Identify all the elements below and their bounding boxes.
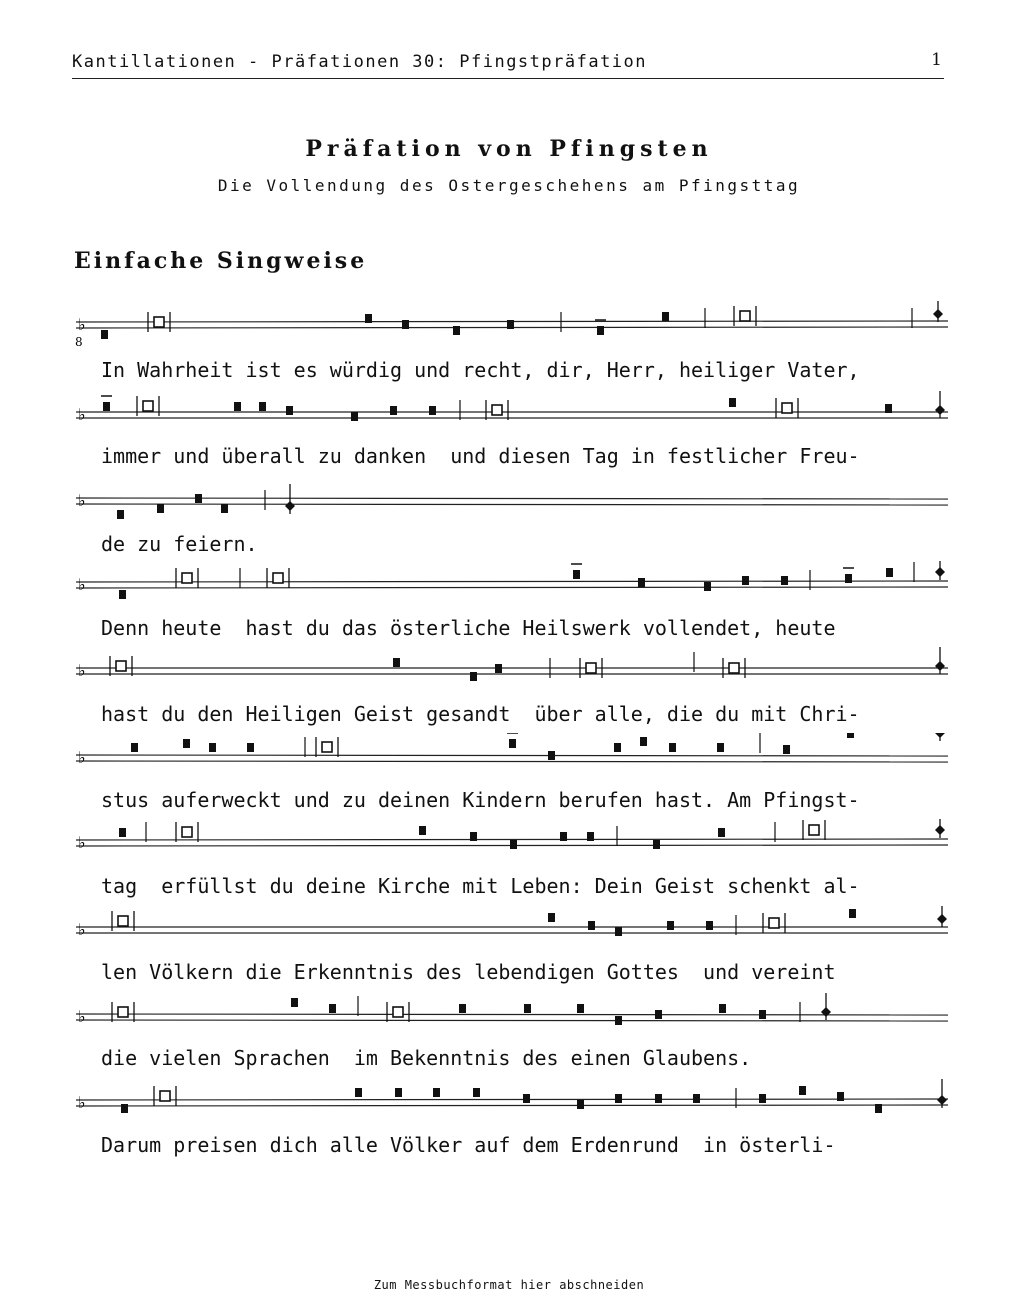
chant-note [286, 406, 293, 415]
chant-note [103, 402, 110, 411]
chant-note [615, 1016, 622, 1025]
chant-note [587, 832, 594, 841]
final-note [935, 405, 945, 415]
chant-note [704, 582, 711, 591]
chant-note [577, 1004, 584, 1013]
final-note [937, 1095, 947, 1105]
lyric-line: Denn heute hast du das österliche Heilswerk vollendet, heute [101, 616, 836, 640]
chant-note [119, 590, 126, 599]
reciting-note [143, 401, 153, 411]
staff-rule [76, 1020, 948, 1021]
reciting-note [769, 918, 779, 928]
chant-note [653, 840, 660, 849]
final-note [933, 309, 943, 319]
chant-note [433, 1088, 440, 1097]
chant-note [473, 1088, 480, 1097]
flat-icon: ♭ [78, 405, 86, 424]
staff-graphic [0, 390, 1018, 440]
chant-note [655, 1094, 662, 1103]
chant-note [247, 743, 254, 752]
reciting-note [273, 573, 283, 583]
staff-line [0, 818, 1018, 868]
chant-note [669, 743, 676, 752]
staff-rule [76, 1105, 948, 1106]
chant-note [495, 664, 502, 673]
final-note [285, 501, 295, 511]
chant-note [524, 1004, 531, 1013]
chant-note [183, 739, 190, 748]
chant-note [759, 1010, 766, 1019]
chant-note [291, 998, 298, 1007]
chant-note [886, 568, 893, 577]
lyric-line: Darum preisen dich alle Völker auf dem Erdenrund in österli- [101, 1133, 836, 1157]
lyric-line: len Völkern die Erkenntnis des lebendigen Gottes und vereint [101, 960, 836, 984]
chant-note [588, 921, 595, 930]
chant-note [718, 828, 725, 837]
chant-note [560, 832, 567, 841]
lyric-line: stus auferweckt und zu deinen Kindern berufen hast. Am Pfingst- [101, 788, 860, 812]
chant-note [706, 921, 713, 930]
document-subtitle: Die Vollendung des Ostergeschehens am Pfingsttag [217, 176, 801, 195]
chant-note [577, 1100, 584, 1109]
chant-note [742, 576, 749, 585]
chant-note [419, 826, 426, 835]
chant-note [614, 743, 621, 752]
staff-rule [76, 839, 948, 840]
staff-rule [76, 1099, 948, 1100]
staff-rule [76, 761, 948, 762]
reciting-note [492, 405, 502, 415]
chant-note [157, 504, 164, 513]
staff-line [0, 390, 1018, 440]
chant-note [209, 743, 216, 752]
chant-note [259, 402, 266, 411]
chant-note [509, 739, 516, 748]
flat-icon: ♭ [78, 315, 86, 334]
final-note [935, 661, 945, 671]
page-number: 1 [931, 50, 942, 70]
reciting-note [118, 916, 128, 926]
page-header [72, 50, 944, 79]
staff-graphic [0, 905, 1018, 955]
chant-note [402, 320, 409, 329]
final-note [935, 567, 945, 577]
flat-icon: ♭ [78, 661, 86, 680]
staff-line [0, 1078, 1018, 1128]
chant-note [783, 745, 790, 754]
staff-graphic [0, 733, 1018, 783]
chant-note [523, 1094, 530, 1103]
chant-note [849, 909, 856, 918]
reciting-note [740, 311, 750, 321]
staff-rule [76, 504, 948, 505]
chant-note [655, 1010, 662, 1019]
chant-note [717, 743, 724, 752]
chant-note [573, 570, 580, 579]
chant-note [847, 733, 854, 738]
staff-rule [76, 1014, 948, 1015]
flat-icon: ♭ [78, 1093, 86, 1112]
reciting-note [809, 825, 819, 835]
chant-note [837, 1092, 844, 1101]
chant-note [875, 1104, 882, 1113]
section-heading: Einfache Singweise [74, 248, 368, 274]
chant-note [393, 658, 400, 667]
staff-graphic [0, 476, 1018, 526]
lyric-line: immer und überall zu danken und diesen Tag in festlicher Freu- [101, 444, 860, 468]
chant-note [719, 1004, 726, 1013]
chant-note [459, 1004, 466, 1013]
staff-graphic [0, 560, 1018, 610]
chant-note [395, 1088, 402, 1097]
final-note [937, 914, 947, 924]
reciting-note [116, 661, 126, 671]
reciting-note [782, 403, 792, 413]
reciting-note [393, 1007, 403, 1017]
reciting-note [182, 827, 192, 837]
chant-note [667, 921, 674, 930]
chant-note [195, 494, 202, 503]
chant-note [759, 1094, 766, 1103]
staff-graphic [0, 818, 1018, 868]
staff-line [0, 905, 1018, 955]
chant-note [121, 1104, 128, 1113]
reciting-note [322, 742, 332, 752]
chant-note [365, 314, 372, 323]
staff-graphic [0, 992, 1018, 1042]
staff-rule [76, 581, 948, 582]
lyric-line: In Wahrheit ist es würdig und recht, dir, Herr, heiliger Vater, [101, 358, 860, 382]
chant-note [429, 406, 436, 415]
chant-note [117, 510, 124, 519]
chant-note [638, 578, 645, 587]
lyric-line: die vielen Sprachen im Bekenntnis des einen Glaubens. [101, 1046, 752, 1070]
flat-icon: ♭ [78, 748, 86, 767]
reciting-note [154, 317, 164, 327]
chant-note [845, 574, 852, 583]
chant-note [615, 1094, 622, 1103]
flat-icon: ♭ [78, 1007, 86, 1026]
reciting-note [586, 663, 596, 673]
lyric-line: tag erfüllst du deine Kirche mit Leben: Dein Geist schenkt al- [101, 874, 860, 898]
header-title: Kantillationen - Präfationen 30: Pfingstpräfation [72, 52, 648, 72]
reciting-note [729, 663, 739, 673]
final-note [935, 825, 945, 835]
chant-note [351, 412, 358, 421]
chant-note [729, 398, 736, 407]
chant-note [662, 312, 669, 321]
reciting-note [118, 1007, 128, 1017]
chant-note [221, 504, 228, 513]
chant-note [548, 913, 555, 922]
lyric-line: de zu feiern. [101, 532, 258, 556]
reciting-note [182, 573, 192, 583]
chant-note [548, 751, 555, 760]
staff-rule [76, 587, 948, 588]
chant-note [355, 1088, 362, 1097]
chant-note [510, 840, 517, 849]
flat-icon: ♭ [78, 491, 86, 510]
chant-note [234, 402, 241, 411]
staff-line [0, 646, 1018, 696]
chant-note [470, 672, 477, 681]
chant-note [693, 1094, 700, 1103]
chant-note [470, 832, 477, 841]
clef-marker: 8 [75, 335, 83, 349]
staff-line [0, 992, 1018, 1042]
chant-note [597, 326, 604, 335]
final-note [935, 733, 945, 738]
lyric-line: hast du den Heiligen Geist gesandt über alle, die du mit Chri- [101, 702, 860, 726]
staff-graphic [0, 300, 1018, 350]
chant-note [329, 1004, 336, 1013]
flat-icon: ♭ [78, 920, 86, 939]
chant-note [119, 828, 126, 837]
chant-note [781, 576, 788, 585]
staff-rule [76, 755, 948, 756]
staff-line [0, 733, 1018, 783]
reciting-note [160, 1091, 170, 1101]
flat-icon: ♭ [78, 833, 86, 852]
chant-note [640, 737, 647, 746]
chant-note [615, 927, 622, 936]
document-title: Präfation von Pfingsten [305, 136, 713, 162]
chant-note [390, 406, 397, 415]
staff-rule [76, 498, 948, 499]
staff-graphic [0, 1078, 1018, 1128]
staff-line [0, 300, 1018, 350]
flat-icon: ♭ [78, 575, 86, 594]
staff-line [0, 476, 1018, 526]
chant-note [507, 320, 514, 329]
final-note [821, 1007, 831, 1017]
cut-line-note: Zum Messbuchformat hier abschneiden [373, 1278, 645, 1292]
staff-line [0, 560, 1018, 610]
chant-note [101, 330, 108, 339]
staff-graphic [0, 646, 1018, 696]
chant-note [799, 1086, 806, 1095]
chant-note [131, 743, 138, 752]
chant-note [885, 404, 892, 413]
chant-note [453, 326, 460, 335]
